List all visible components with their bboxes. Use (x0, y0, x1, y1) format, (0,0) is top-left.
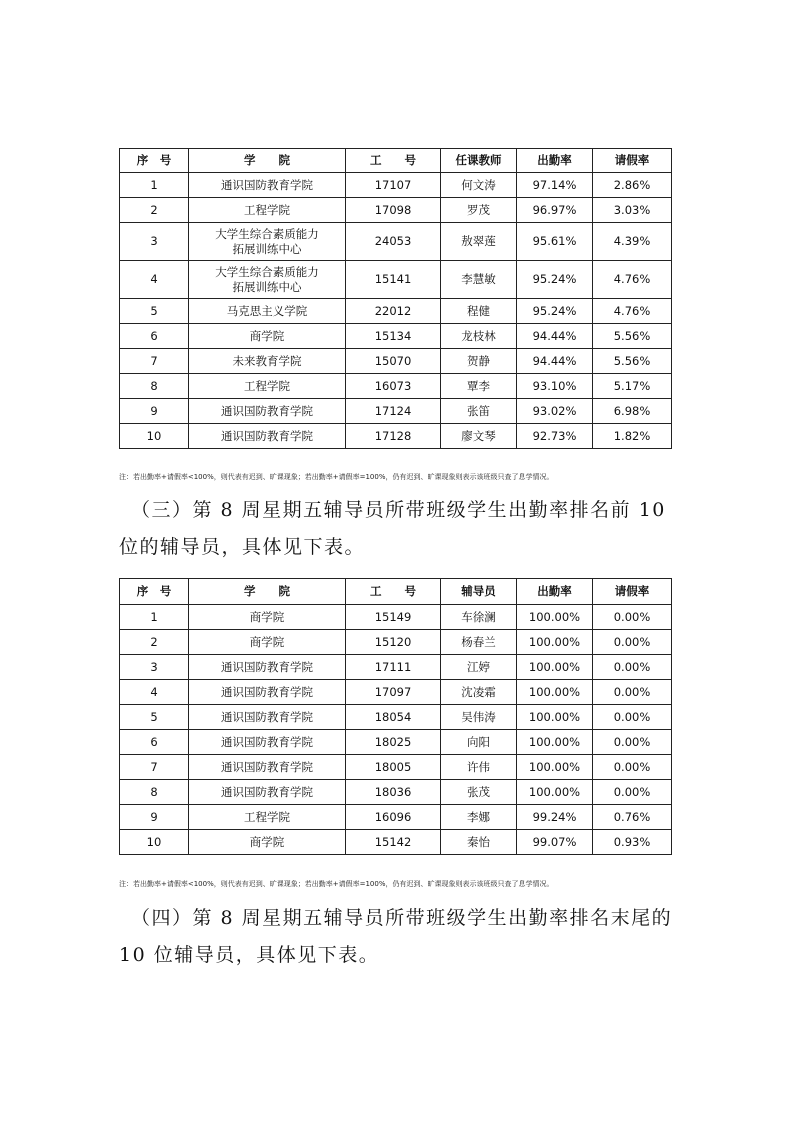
cell-serial: 6 (120, 324, 189, 349)
cell-college: 通识国防教育学院 (189, 424, 346, 449)
cell-serial: 7 (120, 755, 189, 780)
cell-leave-rate: 6.98% (593, 399, 672, 424)
cell-leave-rate: 0.00% (593, 730, 672, 755)
cell-attendance-rate: 100.00% (517, 630, 593, 655)
cell-staff-id: 18025 (346, 730, 441, 755)
header-leave-rate: 请假率 (593, 579, 672, 605)
cell-leave-rate: 0.00% (593, 680, 672, 705)
cell-leave-rate: 0.00% (593, 755, 672, 780)
cell-college: 通识国防教育学院 (189, 655, 346, 680)
cell-college (189, 261, 346, 299)
cell-leave-rate: 2.86% (593, 173, 672, 198)
cell-leave-rate: 0.76% (593, 805, 672, 830)
cell-serial: 6 (120, 730, 189, 755)
cell-attendance-rate: 100.00% (517, 755, 593, 780)
cell-person: 向阳 (441, 730, 517, 755)
cell-staff-id: 16096 (346, 805, 441, 830)
header-staff-id: 工 号 (346, 579, 441, 605)
cell-leave-rate: 5.17% (593, 374, 672, 399)
cell-attendance-rate: 95.24% (517, 261, 593, 299)
cell-attendance-rate: 94.44% (517, 324, 593, 349)
cell-college: 通识国防教育学院 (189, 399, 346, 424)
table-row (120, 730, 672, 755)
cell-staff-id: 17111 (346, 655, 441, 680)
cell-staff-id: 15141 (346, 261, 441, 299)
cell-leave-rate: 5.56% (593, 324, 672, 349)
cell-attendance-rate: 100.00% (517, 705, 593, 730)
table-row (120, 424, 672, 449)
cell-serial: 4 (120, 261, 189, 299)
table-row (120, 655, 672, 680)
header-leave-rate: 请假率 (593, 149, 672, 173)
cell-person: 覃李 (441, 374, 517, 399)
cell-serial: 10 (120, 830, 189, 855)
cell-staff-id: 17128 (346, 424, 441, 449)
cell-serial: 8 (120, 780, 189, 805)
cell-serial: 5 (120, 705, 189, 730)
cell-college: 马克思主义学院 (189, 299, 346, 324)
cell-college: 通识国防教育学院 (189, 780, 346, 805)
cell-serial: 2 (120, 630, 189, 655)
cell-serial: 4 (120, 680, 189, 705)
cell-attendance-rate: 100.00% (517, 780, 593, 805)
cell-attendance-rate: 92.73% (517, 424, 593, 449)
cell-staff-id: 15120 (346, 630, 441, 655)
table-row (120, 299, 672, 324)
cell-college-line-1: 大学生综合素质能力 (215, 226, 319, 241)
cell-college: 商学院 (189, 630, 346, 655)
table-row (120, 630, 672, 655)
table-row (120, 349, 672, 374)
cell-leave-rate: 4.76% (593, 299, 672, 324)
table-header-row (120, 149, 672, 173)
cell-leave-rate: 5.56% (593, 349, 672, 374)
table-row (120, 680, 672, 705)
cell-person: 李慧敏 (441, 261, 517, 299)
cell-staff-id: 18005 (346, 755, 441, 780)
teacher-attendance-table (119, 148, 672, 449)
cell-person: 张茂 (441, 780, 517, 805)
cell-staff-id: 17107 (346, 173, 441, 198)
table-row (120, 399, 672, 424)
header-counselor: 辅导员 (441, 579, 517, 605)
cell-person: 龙枝林 (441, 324, 517, 349)
table-row (120, 223, 672, 261)
cell-serial: 3 (120, 655, 189, 680)
cell-college-line-1: 大学生综合素质能力 (215, 264, 319, 279)
cell-college: 商学院 (189, 324, 346, 349)
cell-attendance-rate: 97.14% (517, 173, 593, 198)
cell-attendance-rate: 99.07% (517, 830, 593, 855)
cell-person: 杨春兰 (441, 630, 517, 655)
cell-leave-rate: 0.00% (593, 705, 672, 730)
cell-person: 许伟 (441, 755, 517, 780)
cell-person: 敖翠莲 (441, 223, 517, 261)
cell-serial: 9 (120, 399, 189, 424)
cell-staff-id: 18054 (346, 705, 441, 730)
table-row (120, 705, 672, 730)
cell-person: 吴伟涛 (441, 705, 517, 730)
cell-staff-id: 17124 (346, 399, 441, 424)
cell-leave-rate: 0.00% (593, 780, 672, 805)
cell-person: 张笛 (441, 399, 517, 424)
table-row (120, 198, 672, 223)
cell-person: 何文涛 (441, 173, 517, 198)
cell-college: 工程学院 (189, 198, 346, 223)
cell-attendance-rate: 95.24% (517, 299, 593, 324)
cell-college: 商学院 (189, 605, 346, 630)
header-staff-id: 工 号 (346, 149, 441, 173)
cell-attendance-rate: 100.00% (517, 730, 593, 755)
cell-college-line-2: 拓展训练中心 (232, 279, 302, 294)
cell-college: 工程学院 (189, 374, 346, 399)
cell-college: 通识国防教育学院 (189, 680, 346, 705)
cell-staff-id: 16073 (346, 374, 441, 399)
table-row (120, 780, 672, 805)
table-row (120, 261, 672, 299)
cell-staff-id: 15142 (346, 830, 441, 855)
section-paragraph-3: （三）第 8 周星期五辅导员所带班级学生出勤率排名前 10 位的辅导员，具体见下表。 (119, 499, 666, 558)
cell-college: 未来教育学院 (189, 349, 346, 374)
cell-staff-id: 24053 (346, 223, 441, 261)
cell-serial: 8 (120, 374, 189, 399)
cell-leave-rate: 0.93% (593, 830, 672, 855)
cell-staff-id: 15070 (346, 349, 441, 374)
cell-leave-rate: 1.82% (593, 424, 672, 449)
table-row (120, 605, 672, 630)
table-note: 注：若出勤率+请假率<100%，则代表有迟到、旷课现象；若出勤率+请假率=100%，仍有迟到、旷课现象则表示该班级只查了息学情况。 (119, 880, 554, 888)
cell-serial: 9 (120, 805, 189, 830)
table-row (120, 173, 672, 198)
cell-attendance-rate: 93.10% (517, 374, 593, 399)
table-row (120, 805, 672, 830)
cell-college: 工程学院 (189, 805, 346, 830)
cell-serial: 7 (120, 349, 189, 374)
cell-person: 秦怡 (441, 830, 517, 855)
header-attendance-rate: 出勤率 (517, 149, 593, 173)
cell-person: 沈凌霜 (441, 680, 517, 705)
cell-serial: 3 (120, 223, 189, 261)
cell-leave-rate: 4.76% (593, 261, 672, 299)
table-row (120, 830, 672, 855)
cell-staff-id: 17098 (346, 198, 441, 223)
cell-attendance-rate: 100.00% (517, 680, 593, 705)
cell-serial: 10 (120, 424, 189, 449)
cell-person: 江婷 (441, 655, 517, 680)
cell-college: 商学院 (189, 830, 346, 855)
cell-leave-rate: 0.00% (593, 655, 672, 680)
cell-staff-id: 15134 (346, 324, 441, 349)
cell-person: 程健 (441, 299, 517, 324)
cell-staff-id: 17097 (346, 680, 441, 705)
cell-leave-rate: 0.00% (593, 630, 672, 655)
cell-attendance-rate: 93.02% (517, 399, 593, 424)
cell-person: 贺静 (441, 349, 517, 374)
cell-serial: 2 (120, 198, 189, 223)
cell-staff-id: 15149 (346, 605, 441, 630)
header-college: 学 院 (189, 149, 346, 173)
cell-attendance-rate: 96.97% (517, 198, 593, 223)
cell-attendance-rate: 100.00% (517, 655, 593, 680)
cell-college: 通识国防教育学院 (189, 755, 346, 780)
counselor-attendance-table (119, 578, 672, 855)
table-row (120, 324, 672, 349)
cell-staff-id: 22012 (346, 299, 441, 324)
header-college: 学 院 (189, 579, 346, 605)
cell-leave-rate: 0.00% (593, 605, 672, 630)
cell-person: 李娜 (441, 805, 517, 830)
header-attendance-rate: 出勤率 (517, 579, 593, 605)
header-serial: 序 号 (120, 579, 189, 605)
table-note: 注：若出勤率+请假率<100%，则代表有迟到、旷课现象；若出勤率+请假率=100%，仍有迟到、旷课现象则表示该班级只查了息学情况。 (119, 473, 554, 481)
cell-person: 车徐澜 (441, 605, 517, 630)
cell-college: 通识国防教育学院 (189, 173, 346, 198)
cell-serial: 1 (120, 605, 189, 630)
cell-leave-rate: 4.39% (593, 223, 672, 261)
cell-person: 罗茂 (441, 198, 517, 223)
cell-attendance-rate: 99.24% (517, 805, 593, 830)
table-row (120, 374, 672, 399)
section-paragraph-4: （四）第 8 周星期五辅导员所带班级学生出勤率排名末尾的 10 位辅导员，具体见下表。 (119, 907, 673, 966)
cell-attendance-rate: 94.44% (517, 349, 593, 374)
cell-person: 廖文琴 (441, 424, 517, 449)
cell-attendance-rate: 100.00% (517, 605, 593, 630)
cell-college-line-2: 拓展训练中心 (232, 241, 302, 256)
cell-staff-id: 18036 (346, 780, 441, 805)
cell-serial: 5 (120, 299, 189, 324)
cell-leave-rate: 3.03% (593, 198, 672, 223)
table-row (120, 755, 672, 780)
cell-attendance-rate: 95.61% (517, 223, 593, 261)
header-serial: 序 号 (120, 149, 189, 173)
cell-serial: 1 (120, 173, 189, 198)
cell-college: 通识国防教育学院 (189, 730, 346, 755)
cell-college (189, 223, 346, 261)
header-teacher: 任课教师 (441, 149, 517, 173)
table-header-row (120, 579, 672, 605)
cell-college: 通识国防教育学院 (189, 705, 346, 730)
